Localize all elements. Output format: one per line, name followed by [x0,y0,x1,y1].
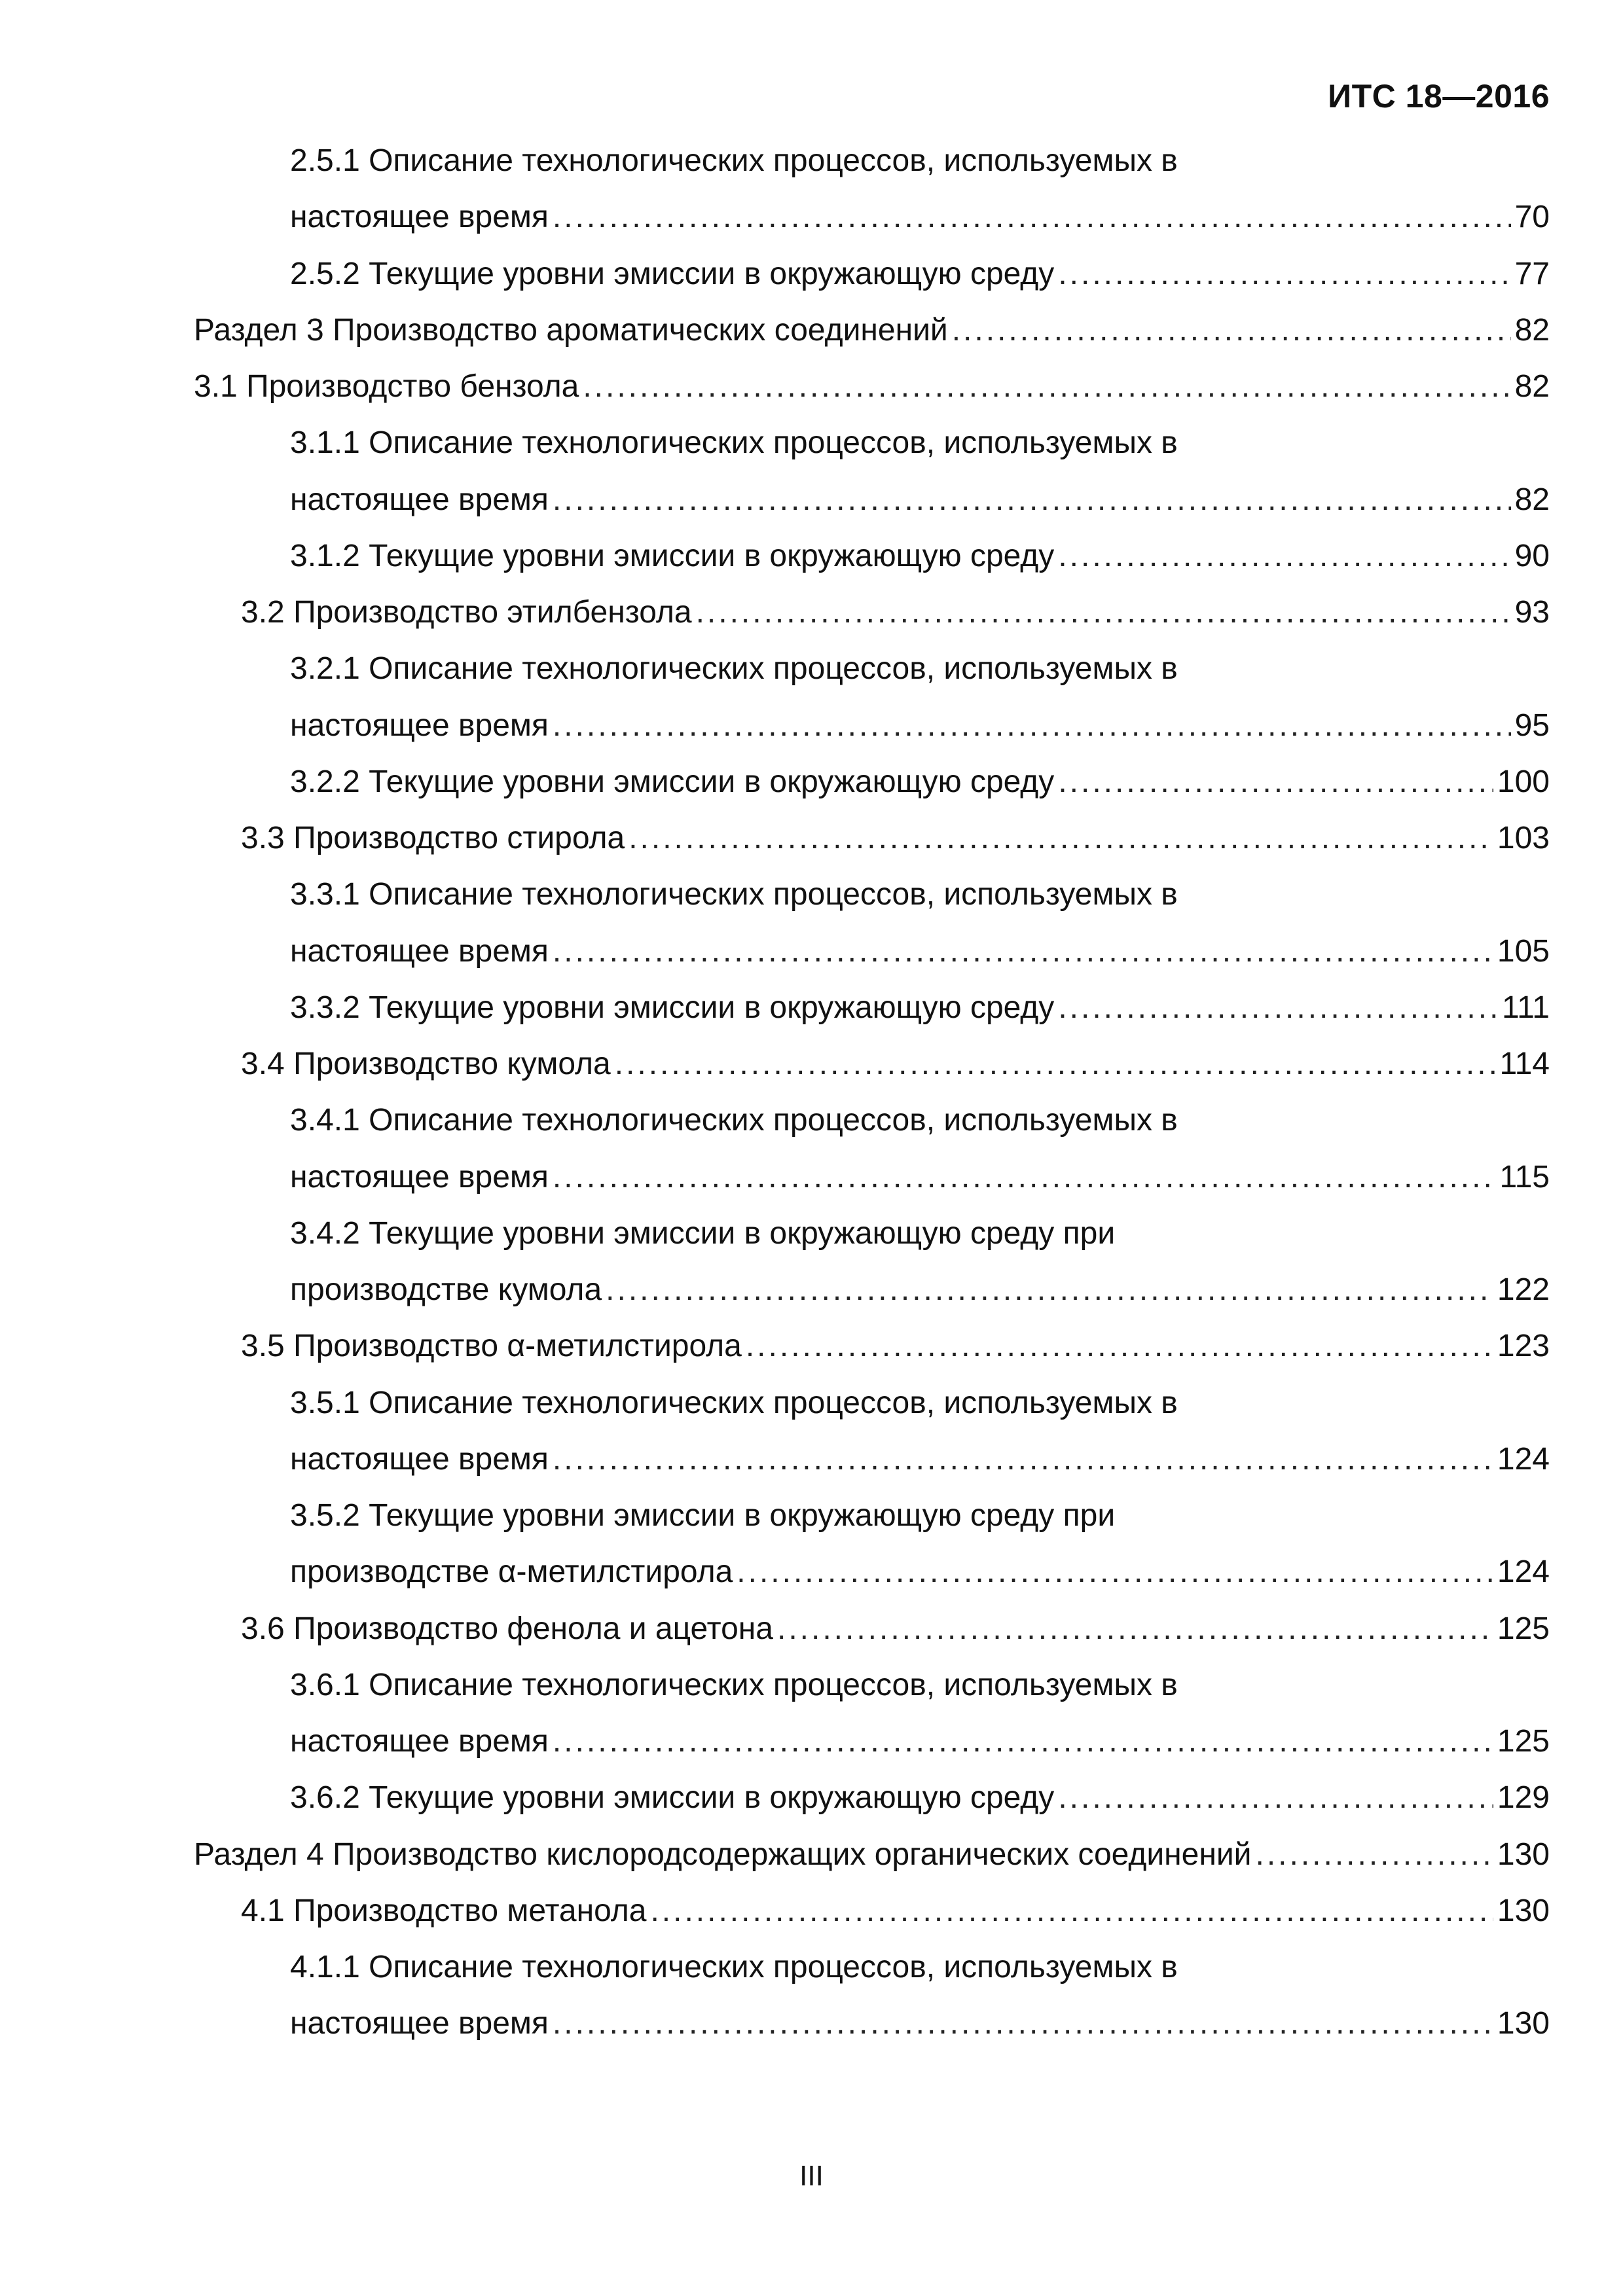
toc-entry-link[interactable] [241,1601,1550,1657]
dot-leader [553,710,1511,742]
toc-row [0,133,1623,189]
dot-leader [629,823,1493,854]
toc-page-number: 105 [1497,933,1550,969]
toc-row [0,1262,1623,1318]
toc-page-number: 125 [1497,1724,1550,1759]
toc-row [0,246,1623,302]
page-number: III [799,2160,824,2192]
toc-entry-link[interactable] [290,754,1550,810]
toc-entry-title: производстве кумола [290,1272,602,1308]
toc-entry-title: 3.6.1 Описание технологических процессов, используемых в [290,1667,1178,1702]
toc-row [0,980,1623,1036]
toc-entry-title: 3.4.2 Текущие уровни эмиссии в окружающую среду при [290,1215,1116,1251]
toc-entry-title: настоящее время [290,1724,549,1759]
toc-page-number: 115 [1499,1159,1550,1194]
toc-page-number: 129 [1497,1780,1550,1816]
toc-entry-link[interactable] [290,246,1550,302]
toc-row [0,359,1623,415]
toc-entry-title: настоящее время [290,708,549,743]
dot-leader [1255,1839,1493,1871]
toc-entry-link[interactable] [290,528,1550,584]
toc-row [0,1149,1623,1206]
toc-row [0,189,1623,245]
toc-entry-link[interactable] [290,189,1550,245]
toc-page-number: 95 [1514,708,1550,743]
toc-entry-title: настоящее время [290,2006,549,2041]
dot-leader [1058,1782,1493,1814]
toc-row [0,472,1623,528]
dot-leader [606,1274,1493,1306]
toc-entry-title: 2.5.1 Описание технологических процессов, используемых в [290,143,1178,179]
toc-entry-title: 3.1 Производство бензола [194,369,579,404]
toc-entry-line [290,1375,1178,1431]
toc-row [0,415,1623,471]
toc-entry-link[interactable] [290,924,1550,980]
toc-entry-title: 3.4.1 Описание технологических процессов, используемых в [290,1103,1178,1138]
toc-entry-title: Раздел 4 Производство кислородсодержащих органических соединений [194,1837,1252,1872]
toc-page-number: 111 [1502,990,1550,1025]
toc-row [0,1206,1623,1262]
toc-entry-title: настоящее время [290,482,549,517]
toc-page-number: 123 [1497,1329,1550,1364]
dot-leader [1058,992,1498,1024]
dot-leader [1058,259,1510,290]
toc-entry-title: 3.6.2 Текущие уровни эмиссии в окружающую среду [290,1780,1055,1816]
toc-entry-link[interactable] [241,1318,1550,1374]
toc-entry-link[interactable] [290,472,1550,528]
dot-leader [615,1049,1496,1080]
toc-entry-title: 3.3.2 Текущие уровни эмиссии в окружающую среду [290,990,1055,1025]
toc-entry-link[interactable] [194,1827,1550,1883]
toc-page-number: 82 [1514,482,1550,517]
toc-entry-title: 3.2 Производство этилбензола [241,595,692,630]
toc-entry-link[interactable] [290,1713,1550,1770]
toc-row [0,867,1623,923]
toc-row [0,1827,1623,1883]
toc-row [0,1939,1623,1996]
toc-row [0,1996,1623,2052]
toc-page-number: 103 [1497,821,1550,856]
toc-entry-line [290,133,1178,189]
toc-row [0,810,1623,867]
toc-entry-title: настоящее время [290,1441,549,1477]
toc-page-number: 93 [1514,595,1550,630]
toc-entry-title: Раздел 3 Производство ароматических соединений [194,312,948,348]
dot-leader [696,597,1511,628]
toc-row [0,698,1623,754]
toc-entry-link[interactable] [241,810,1550,867]
toc-entry-title: 3.1.2 Текущие уровни эмиссии в окружающую среду [290,538,1055,573]
toc-entry-title: 3.2.1 Описание технологических процессов, используемых в [290,651,1178,687]
toc-row [0,924,1623,980]
toc-row [0,1488,1623,1544]
toc-entry-title: 4.1 Производство метанола [241,1893,647,1928]
toc-page-number: 90 [1514,538,1550,573]
toc-page-number: 130 [1497,2006,1550,2041]
toc-entry-title: 3.4 Производство кумола [241,1047,611,1082]
toc-entry-line [290,1939,1178,1996]
toc-entry-title: 3.2.2 Текущие уровни эмиссии в окружающую среду [290,764,1055,799]
toc-entry-line [290,1092,1178,1149]
toc-entry-link[interactable] [241,1883,1550,1939]
toc-entry-link[interactable] [290,980,1550,1036]
toc-page-number: 82 [1514,369,1550,404]
toc-page-number: 125 [1497,1611,1550,1646]
dot-leader [553,1444,1493,1475]
dot-leader [1058,541,1510,572]
dot-leader [1058,766,1493,798]
toc-entry-link[interactable] [290,1262,1550,1318]
toc-entry-link[interactable] [290,1431,1550,1488]
toc-entry-title: 4.1.1 Описание технологических процессов, используемых в [290,1950,1178,1985]
toc-entry-title: 3.5.2 Текущие уровни эмиссии в окружающую среду при [290,1498,1116,1534]
dot-leader [583,371,1510,403]
toc-entry-link[interactable] [194,359,1550,415]
toc-row [0,1713,1623,1770]
toc-entry-title: 3.3.1 Описание технологических процессов, используемых в [290,877,1178,912]
dot-leader [553,936,1493,967]
dot-leader [746,1331,1493,1362]
toc-entry-link[interactable] [241,584,1550,641]
toc-page-number: 130 [1497,1837,1550,1872]
toc-entry-line [290,867,1178,923]
toc-entry-title: настоящее время [290,933,549,969]
toc-entry-title: производстве α-метилстирола [290,1554,733,1590]
toc-page-number: 124 [1497,1554,1550,1590]
toc-entry-link[interactable] [290,1544,1550,1600]
dot-leader [650,1895,1493,1927]
toc-entry-line [290,1657,1178,1713]
toc-row [0,1601,1623,1657]
toc-page-number: 122 [1497,1272,1550,1308]
toc-row [0,1657,1623,1713]
toc-page-number: 114 [1499,1047,1550,1082]
toc-entry-line [290,1488,1115,1544]
dot-leader [777,1613,1493,1645]
toc-entry-link[interactable] [241,1036,1550,1092]
dot-leader [553,1162,1496,1193]
dot-leader [952,315,1511,346]
toc-entry-line [290,641,1178,697]
dot-leader [737,1556,1493,1588]
toc-page-number: 82 [1514,312,1550,348]
toc-page-number: 70 [1514,200,1550,235]
toc-entry-title: 3.6 Производство фенола и ацетона [241,1611,773,1646]
dot-leader [553,202,1511,233]
toc-row [0,754,1623,810]
toc-entry-link[interactable] [290,1996,1550,2052]
dot-leader [553,484,1511,516]
toc-entry-title: 3.5 Производство α-метилстирола [241,1329,742,1364]
toc-row [0,1431,1623,1488]
toc-row [0,1036,1623,1092]
toc-entry-link[interactable] [290,1149,1550,1206]
toc-row [0,1318,1623,1374]
toc-entry-line [290,1206,1115,1262]
dot-leader [553,1726,1493,1757]
toc-entry-line [290,415,1178,471]
toc-page-number: 77 [1514,256,1550,291]
toc-entry-title: 3.5.1 Описание технологических процессов, используемых в [290,1385,1178,1420]
toc-entry-link[interactable] [290,1770,1550,1826]
toc-entry-title: 2.5.2 Текущие уровни эмиссии в окружающую среду [290,256,1055,291]
toc-entry-title: настоящее время [290,1159,549,1194]
toc-page-number: 124 [1497,1441,1550,1477]
toc-row [0,1883,1623,1939]
toc-entry-title: 3.3 Производство стирола [241,821,625,856]
toc-row [0,1544,1623,1600]
toc-entry-link[interactable] [290,698,1550,754]
toc-row [0,1092,1623,1149]
toc-row [0,528,1623,584]
toc-row [0,641,1623,697]
toc-row [0,1375,1623,1431]
toc-entry-title: 3.1.1 Описание технологических процессов, используемых в [290,425,1178,461]
toc-row [0,584,1623,641]
dot-leader [553,2008,1493,2039]
toc-row [0,1770,1623,1826]
toc-row [0,302,1623,359]
table-of-contents [0,133,1623,2053]
toc-page-number: 130 [1497,1893,1550,1928]
toc-entry-title: настоящее время [290,200,549,235]
toc-page-number: 100 [1497,764,1550,799]
document-code: ИТС 18—2016 [1328,78,1550,115]
toc-entry-link[interactable] [194,302,1550,359]
